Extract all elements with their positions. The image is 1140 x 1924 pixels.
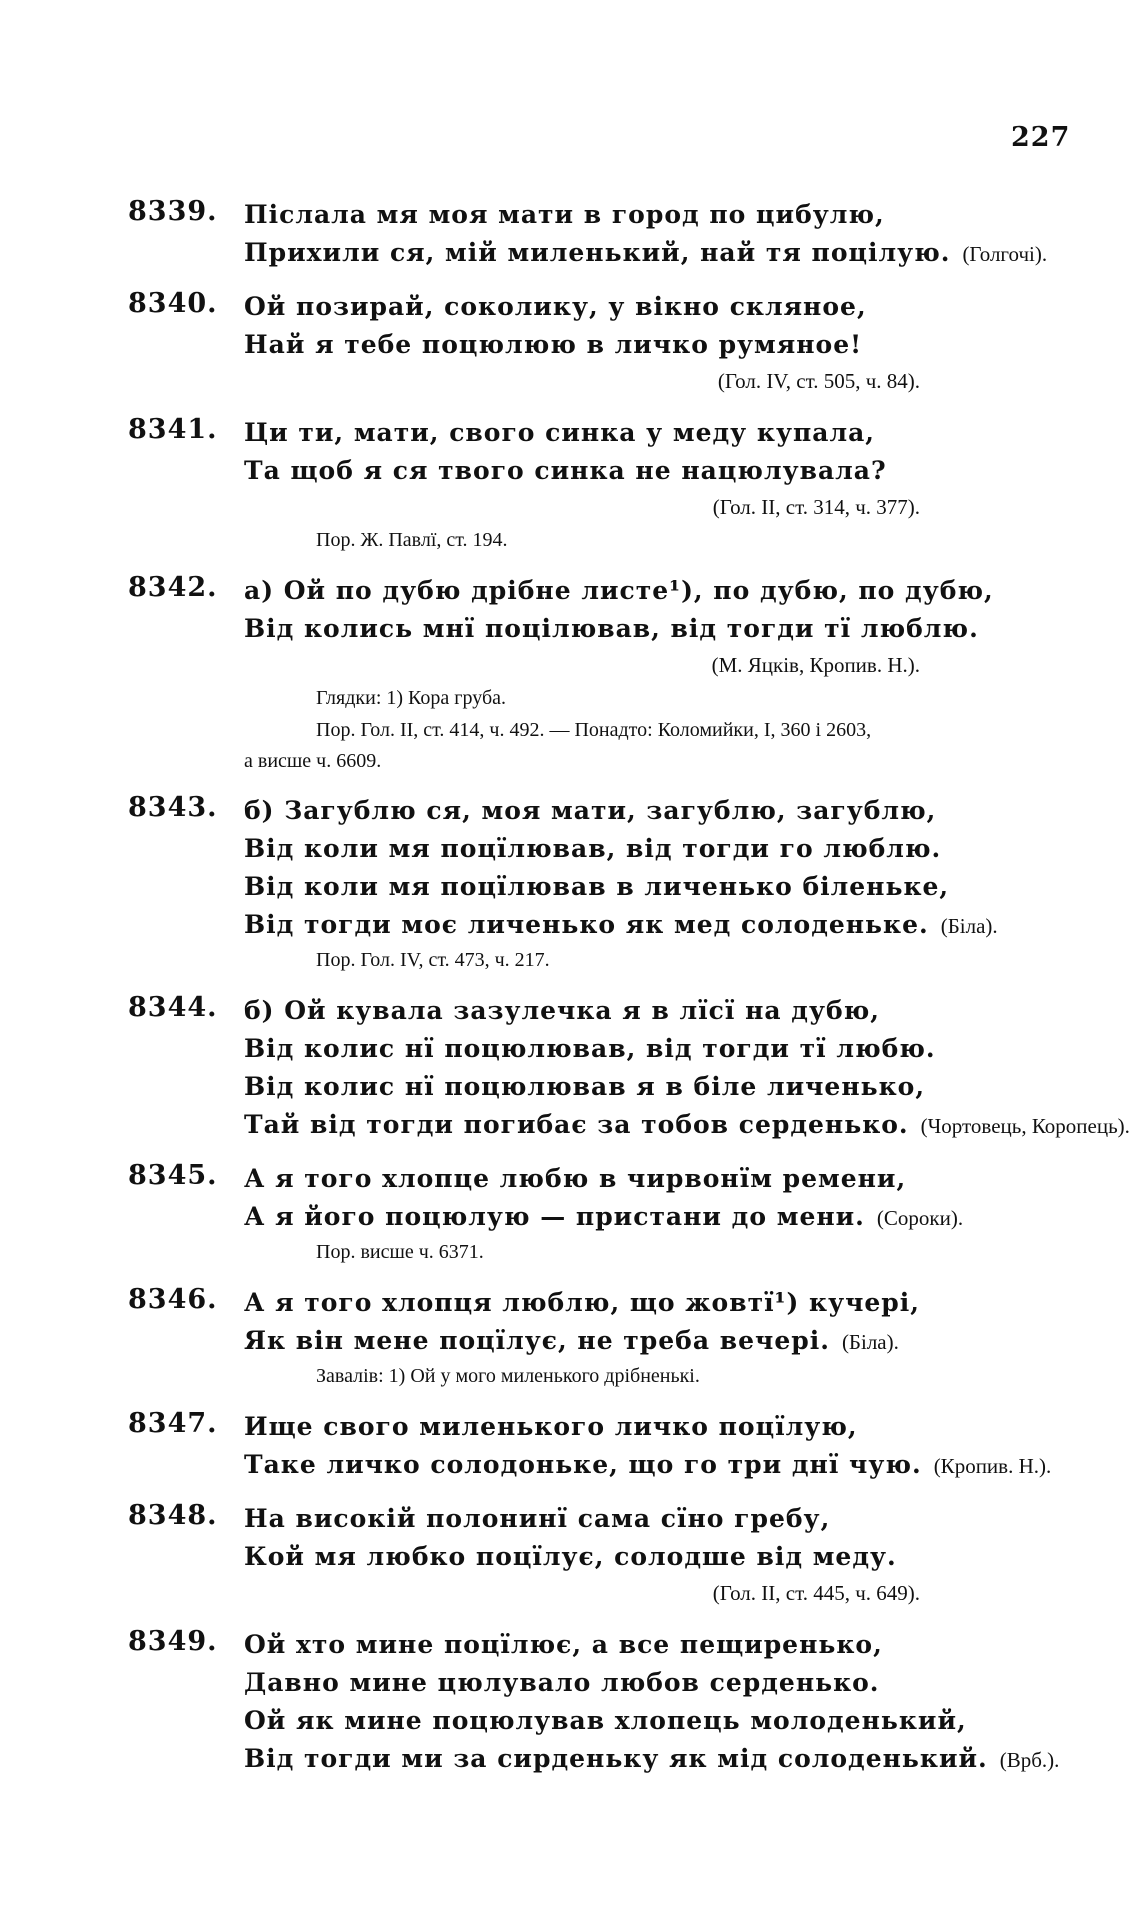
- verse-line: [244, 1446, 1140, 1484]
- source-reference: (Кропив. Н.).: [933, 1454, 1052, 1478]
- verse-text: Най я тебе поцюлюю в личко румяное!: [244, 330, 863, 359]
- verse-text: Як він мене поцїлує, не треба вечері.: [244, 1326, 830, 1355]
- verse-block: [244, 414, 1140, 556]
- footnote: Глядки: 1) Кора груба.: [316, 687, 506, 709]
- verse-text: б) Ой кувала зазулечка я в лїсї на дубю,: [244, 996, 880, 1025]
- verse-line: [244, 1030, 1140, 1068]
- source-reference: (Біла).: [841, 1330, 899, 1354]
- source-reference: (Гол. IV, ст. 505, ч. 84).: [717, 369, 920, 393]
- verse-line: [244, 1500, 1140, 1538]
- verse-text: Тай від тогди погибає за тобов серденько.: [244, 1110, 909, 1139]
- entry-number: 8339.: [128, 196, 218, 227]
- verse-block: [244, 288, 1140, 398]
- footnote: Завалів: 1) Ой у мого миленького дрібненькі.: [316, 1365, 700, 1387]
- verse-block: [244, 1284, 1140, 1392]
- verse-text: Від коли мя поцїлював, від тогди го люблю.: [244, 834, 942, 863]
- verse-text: Від колис нї поцюлював я в біле личенько,: [244, 1072, 926, 1101]
- verse-text: Ци ти, мати, свого синка у меду купала,: [244, 418, 875, 447]
- verse-text: А я того хлопця люблю, що жовтї¹) кучері,: [244, 1288, 920, 1317]
- song-entry: [0, 572, 1140, 776]
- verse-text: Таке личко солодоньке, що го три днї чую.: [244, 1450, 922, 1479]
- verse-block: [244, 1500, 1140, 1610]
- verse-text: Давно мине цюлувало любов серденько.: [244, 1668, 880, 1697]
- verse-text: А я його поцюлую — пристани до мени.: [244, 1202, 865, 1231]
- verse-text: Від тогди моє личенько як мед солоденьке.: [244, 910, 929, 939]
- entry-number: 8349.: [128, 1626, 218, 1657]
- verse-line: [244, 1198, 1140, 1236]
- verse-block: [244, 572, 1140, 776]
- entry-number: 8348.: [128, 1500, 218, 1531]
- verse-text: Від тогди ми за сирденьку як мід солоденький.: [244, 1744, 988, 1773]
- verse-line: [244, 1740, 1140, 1778]
- entry-number: 8345.: [128, 1160, 218, 1191]
- verse-block: [244, 1626, 1140, 1778]
- verse-line: [244, 572, 1140, 610]
- song-entry: [0, 1626, 1140, 1778]
- song-list: [0, 196, 1140, 1794]
- verse-text: Ой хто мине поцїлює, а все пещиренько,: [244, 1630, 883, 1659]
- entry-number: 8347.: [128, 1408, 218, 1439]
- verse-line: [244, 1284, 1140, 1322]
- verse-line: [244, 1702, 1140, 1740]
- verse-line: [244, 326, 1140, 364]
- verse-text: Та щоб я ся твого синка не нацюлувала?: [244, 456, 887, 485]
- song-entry: [0, 1160, 1140, 1268]
- source-reference: (Гол. II, ст. 445, ч. 649).: [712, 1581, 920, 1605]
- verse-text: А я того хлопце любю в чирвонїм ремени,: [244, 1164, 907, 1193]
- song-entry: [0, 288, 1140, 398]
- verse-text: Від колись мнї поцілював, від тогди тї люблю.: [244, 614, 979, 643]
- verse-text: б) Загублю ся, моя мати, загублю, загублю,: [244, 796, 937, 825]
- verse-line: [244, 1322, 1140, 1360]
- song-entry: [0, 992, 1140, 1144]
- verse-line: [244, 452, 1140, 490]
- verse-text: Кой мя любко поцїлує, солодше від меду.: [244, 1542, 897, 1571]
- song-entry: [0, 792, 1140, 976]
- footnote: Пор. Ж. Павлї, ст. 194.: [316, 529, 508, 551]
- footnote: Пор. Гол. II, ст. 414, ч. 492. — Понадто: Коломийки, I, 360 і 2603,: [316, 719, 872, 741]
- source-reference: (М. Яцків, Кропив. Н.).: [711, 653, 920, 677]
- verse-block: [244, 196, 1140, 272]
- verse-line: [244, 1664, 1140, 1702]
- source-reference: (Гол. II, ст. 314, ч. 377).: [712, 495, 920, 519]
- source-reference: (Біла).: [940, 914, 998, 938]
- verse-line: [244, 288, 1140, 326]
- entry-number: 8344.: [128, 992, 218, 1023]
- entry-number: 8340.: [128, 288, 218, 319]
- verse-line: [244, 906, 1140, 944]
- song-entry: [0, 196, 1140, 272]
- verse-text: Ище свого миленького личко поцїлую,: [244, 1412, 858, 1441]
- verse-block: [244, 1160, 1140, 1268]
- footnote: а висше ч. 6609.: [244, 750, 382, 772]
- footnote: Пор. висше ч. 6371.: [316, 1241, 484, 1263]
- verse-block: [244, 992, 1140, 1144]
- song-entry: [0, 1408, 1140, 1484]
- verse-line: [244, 414, 1140, 452]
- verse-line: [244, 234, 1140, 272]
- verse-line: [244, 196, 1140, 234]
- source-reference: (Врб.).: [999, 1748, 1060, 1772]
- verse-line: [244, 1068, 1140, 1106]
- verse-line: [244, 1160, 1140, 1198]
- verse-line: [244, 792, 1140, 830]
- footnote: Пор. Гол. IV, ст. 473, ч. 217.: [316, 949, 550, 971]
- verse-line: [244, 1106, 1140, 1144]
- verse-text: Від колис нї поцюлював, від тогди тї любю.: [244, 1034, 936, 1063]
- source-reference: (Голгочі).: [962, 242, 1048, 266]
- entry-number: 8342.: [128, 572, 218, 603]
- verse-line: [244, 1626, 1140, 1664]
- verse-text: Післала мя моя мати в город по цибулю,: [244, 200, 885, 229]
- song-entry: [0, 1284, 1140, 1392]
- entry-number: 8341.: [128, 414, 218, 445]
- song-entry: [0, 414, 1140, 556]
- verse-text: На високій полонинї сама сїно гребу,: [244, 1504, 831, 1533]
- verse-line: [244, 610, 1140, 648]
- verse-line: [244, 830, 1140, 868]
- verse-line: [244, 1408, 1140, 1446]
- verse-line: [244, 868, 1140, 906]
- entry-number: 8343.: [128, 792, 218, 823]
- source-reference: (Чортовець, Коропець).: [920, 1114, 1130, 1138]
- verse-text: Від коли мя поцїлював в личенько біленьке,: [244, 872, 950, 901]
- verse-text: Ой позирай, соколику, у вікно скляное,: [244, 292, 867, 321]
- page-number: 227: [1011, 122, 1071, 153]
- verse-block: [244, 792, 1140, 976]
- verse-line: [244, 992, 1140, 1030]
- verse-text: Ой як мине поцюлував хлопець молоденький,: [244, 1706, 967, 1735]
- source-reference: (Сороки).: [876, 1206, 964, 1230]
- entry-number: 8346.: [128, 1284, 218, 1315]
- verse-text: Прихили ся, мій миленький, най тя поцілую.: [244, 238, 951, 267]
- verse-block: [244, 1408, 1140, 1484]
- verse-text: а) Ой по дубю дрібне листе¹), по дубю, по дубю,: [244, 576, 994, 605]
- verse-line: [244, 1538, 1140, 1576]
- song-entry: [0, 1500, 1140, 1610]
